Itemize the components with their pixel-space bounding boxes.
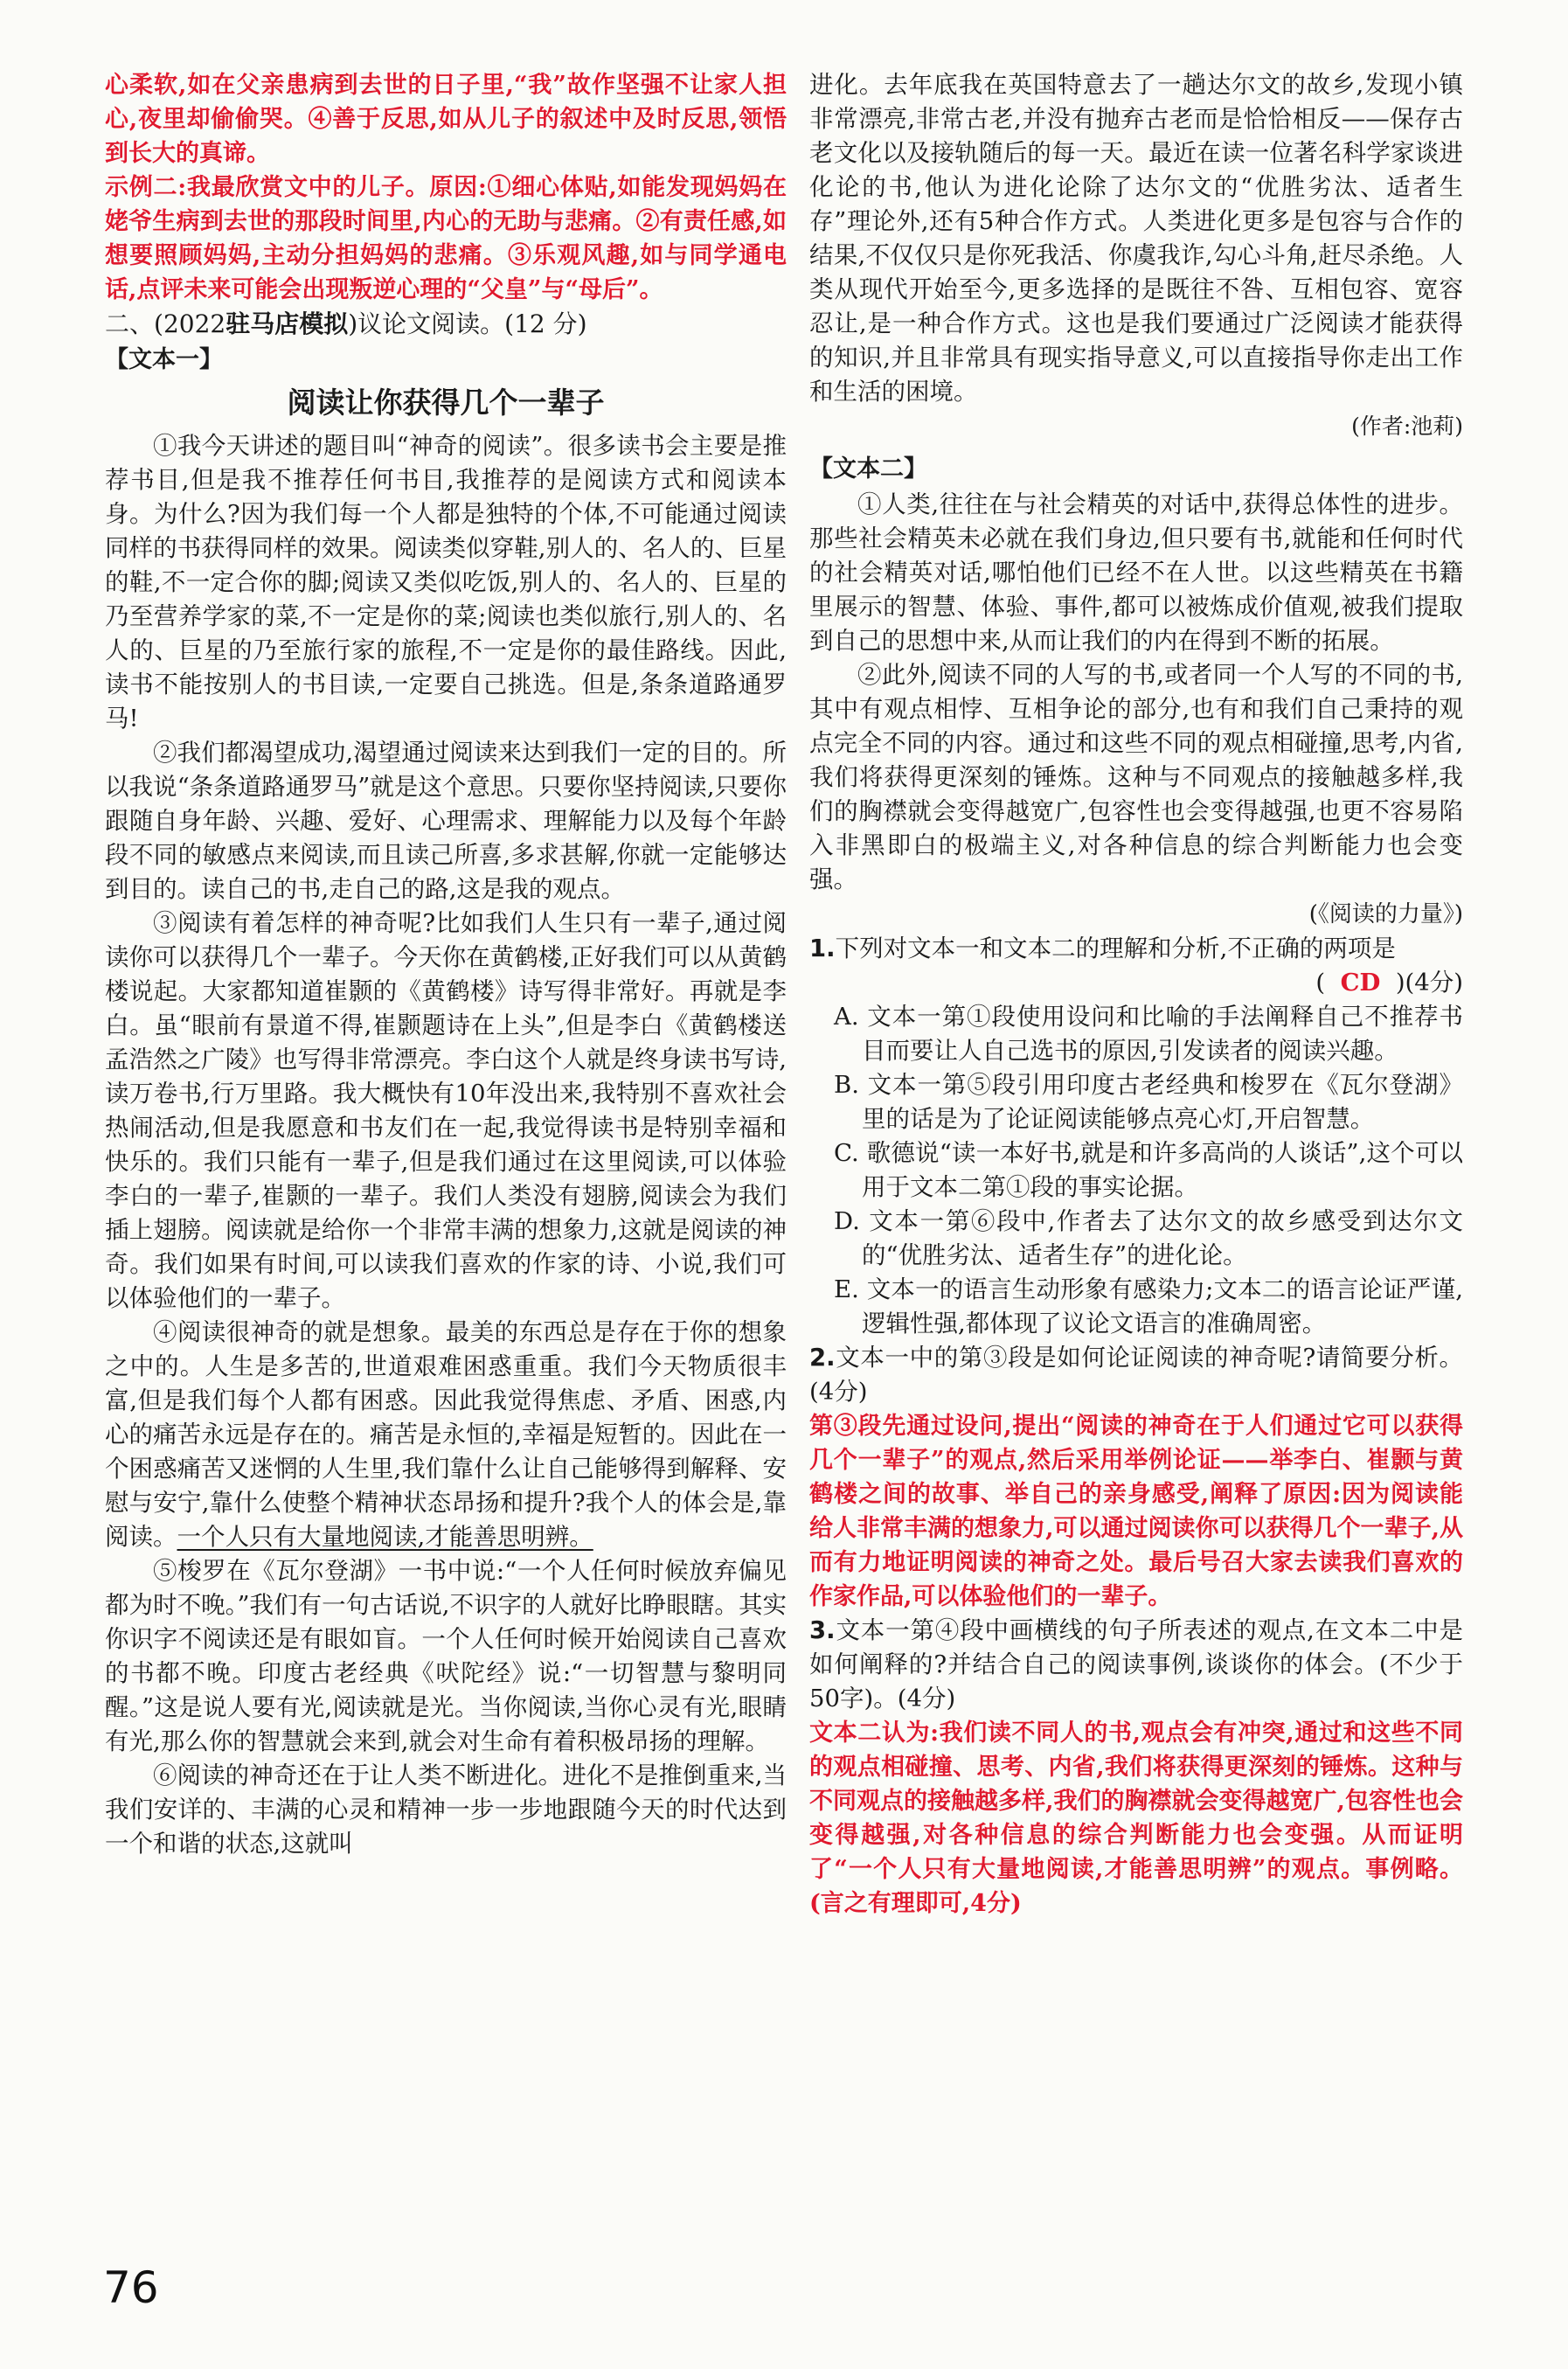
question-1 (809, 932, 1463, 966)
text2-paragraph-1: ①人类,往往在与社会精英的对话中,获得总体性的进步。那些社会精英未必就在我们身边,但只要有书,就能和任何时代的社会精英对话,哪怕他们已经不在人世。以这些精英在书籍里展示的智慧、体验、事件,都可以被炼成价值观,被我们提取到自己的思想中来,从而让我们的内在得到不断的拓展。 (809, 490, 1463, 655)
text2-paragraph-2: ②此外,阅读不同的人写的书,或者同一个人写的不同的书,其中有观点相悖、互相争论的部分,也有和我们自己秉持的观点完全不同的内容。通过和这些不同的观点相碰撞,思考,内省,我们将获得更深刻的锤炼。这种与不同观点的接触越多样,我们的胸襟就会变得越宽广,包容性也会变得越强,也更不容易陷入非黑即白的极端主义,对各种信息的综合判断能力也会变强。 (809, 661, 1463, 893)
section-number: 二、 (105, 309, 155, 338)
text1-paragraph-6-continued: 进化。去年底我在英国特意去了一趟达尔文的故乡,发现小镇非常漂亮,非常古老,并没有抛弃古老而是恰恰相反——保存古老文化以及接轨随后的每一天。最近在读一位著名科学家谈进化论的书,他认为进化论除了达尔文的“优胜劣汰、适者生存”理论外,还有5种合作方式。人类进化更多是包容与合作的结果,不仅仅只是你死我活、你虞我诈,勾心斗角,赶尽杀绝。人类从现代开始至今,更多选择的是既往不咎、互相包容、宽容忍让,是一种合作方式。这也是我们要通过广泛阅读才能获得的知识,并且非常具有现实指导意义,可以直接指导你走出工作和生活的困境。 (809, 71, 1463, 406)
section-source-year: 2022 (163, 309, 226, 338)
option-d: D. 文本一第⑥段中,作者去了达尔文的故乡感受到达尔文的“优胜劣汰、适者生存”的进化论。 (834, 1207, 1463, 1269)
question-3-answer: 文本二认为:我们读不同人的书,观点会有冲突,通过和这些不同的观点相碰撞、思考、内省,我们将获得更深刻的锤炼。这种与不同观点的接触越多样,我们的胸襟就会变得越宽广,包容性也会变得越强,对各种信息的综合判断能力也会变强。从而证明了“一个人只有大量地阅读,才能善思明辨”的观点。事例略。(言之有理即可,4分) (809, 1719, 1463, 1917)
question-1-stem: 下列对文本一和文本二的理解和分析,不正确的两项是 (835, 934, 1396, 962)
question-2-stem: 文本一中的第③段是如何论证阅读的神奇呢?请简要分析。(4分) (809, 1344, 1463, 1406)
text1-paragraph-5: ⑤梭罗在《瓦尔登湖》一书中说:“一个人任何时候放弃偏见都为时不晚。”我们有一句古话说,不识字的人就好比睁眼瞎。其实你识字不阅读还是有眼如盲。一个人任何时候开始阅读自己喜欢的书都不晚。印度古老经典《吠陀经》说:“一切智慧与黎明同醒。”这是说人要有光,阅读就是光。当你阅读,当你心灵有光,眼睛有光,那么你的智慧就会来到,就会对生命有着积极昂扬的理解。 (105, 1557, 787, 1755)
underlined-sentence: 一个人只有大量地阅读,才能善思明辨。 (177, 1523, 593, 1551)
text1-paragraph-6: ⑥阅读的神奇还在于让人类不断进化。进化不是推倒重来,当我们安详的、丰满的心灵和精神一步一步地跟随今天的时代达到一个和谐的状态,这就叫 (105, 1761, 787, 1858)
question-2-number: 2. (809, 1344, 836, 1372)
right-column (809, 68, 1463, 1921)
answer-continued: 心柔软,如在父亲患病到去世的日子里,“我”故作坚强不让家人担心,夜里却偷偷哭。④善于反思,如从儿子的叙述中及时反思,领悟到长大的真谛。 (105, 72, 787, 167)
question-1-answer: CD (1340, 969, 1381, 997)
question-3-number: 3. (809, 1616, 836, 1644)
answer-example-two: 示例二:我最欣赏文中的儿子。原因:①细心体贴,如能发现妈妈在姥爷生病到去世的那段时间里,内心的无助与悲痛。②有责任感,如想要照顾妈妈,主动分担妈妈的悲痛。③乐观风趣,如与同学通电话,点评未来可能会出现叛逆心理的“父皇”与“母后”。 (105, 174, 787, 303)
question-2-answer: 第③段先通过设问,提出“阅读的神奇在于人们通过它可以获得几个一辈子”的观点,然后采用举例论证——举李白、崔颢与黄鹤楼之间的故事、举自己的亲身感受,阐释了原因:因为阅读能给人非常丰满的想象力,可以通过阅读你可以获得几个一辈子,从而有力地证明阅读的神奇之处。最后号召大家去读我们喜欢的作家作品,可以体验他们的一辈子。 (809, 1413, 1463, 1610)
text1-paragraph-2: ②我们都渴望成功,渴望通过阅读来达到我们一定的目的。所以我说“条条道路通罗马”就是这个意思。只要你坚持阅读,只要你跟随自身年龄、兴趣、爱好、心理需求、理解能力以及每个年龄段不同的敏感点来阅读,而且读己所喜,多求甚解,你就一定能够达到目的。读自己的书,走自己的路,这是我的观点。 (105, 739, 787, 903)
section-heading (105, 307, 787, 342)
left-column (105, 68, 787, 1861)
section-source-close: ) (348, 309, 358, 338)
section-source-open: ( (154, 309, 163, 338)
question-1-answer-line (809, 966, 1463, 1000)
option-b: B. 文本一第⑤段引用印度古老经典和梭罗在《瓦尔登湖》里的话是为了论证阅读能够点亮心灯,开启智慧。 (834, 1071, 1463, 1133)
text1-author: (作者:池莉) (1351, 413, 1463, 439)
option-e: E. 文本一的语言生动形象有感染力;文本二的语言论证严谨,逻辑性强,都体现了议论文语言的准确周密。 (834, 1275, 1463, 1337)
option-a: A. 文本一第①段使用设问和比喻的手法阐释自己不推荐书目而要让人自己选书的原因,引发读者的阅读兴趣。 (834, 1003, 1463, 1065)
answer-close-paren: )(4分) (1395, 969, 1463, 997)
page-number: 76 (103, 2262, 159, 2313)
text1-title: 阅读让你获得几个一辈子 (287, 386, 605, 420)
question-2 (809, 1341, 1463, 1409)
text2-source: (《阅读的力量》) (1308, 901, 1463, 927)
text1-tag: 【文本一】 (105, 346, 223, 373)
text1-paragraph-4-text: ④阅读很神奇的就是想象。最美的东西总是存在于你的想象之中的。人生是多苦的,世道艰难困惑重重。我们今天物质很丰富,但是我们每个人都有困惑。因此我觉得焦虑、矛盾、困惑,内心的痛苦永远是存在的。痛苦是永恒的,幸福是短暂的。因此在一个困惑痛苦又迷惘的人生里,我们靠什么让自己能够得到解释、安慰与安宁,靠什么使整个精神状态昂扬和提升?我个人的体会是,靠阅读。 (105, 1318, 787, 1551)
text2-tag: 【文本二】 (809, 455, 927, 483)
section-source-place: 驻马店模拟 (225, 309, 349, 338)
text1-paragraph-4 (105, 1316, 787, 1554)
text1-paragraph-3: ③阅读有着怎样的神奇呢?比如我们人生只有一辈子,通过阅读你可以获得几个一辈子。今天你在黄鹤楼,正好我们可以从黄鹤楼说起。大家都知道崔颢的《黄鹤楼》诗写得非常好。再就是李白。虽“眼前有景道不得,崔颢题诗在上头”,但是李白《黄鹤楼送孟浩然之广陵》也写得非常漂亮。李白这个人就是终身读书写诗,读万卷书,行万里路。我大概快有10年没出来,我特别不喜欢社会热闹活动,但是我愿意和书友们在一起,我觉得读书是特别幸福和快乐的。我们只能有一辈子,但是我们通过在这里阅读,可以体验李白的一辈子,崔颢的一辈子。我们人类没有翅膀,阅读会为我们插上翅膀。阅读就是给你一个非常丰满的想象力,这就是阅读的神奇。我们如果有时间,可以读我们喜欢的作家的诗、小说,我们可以体验他们的一辈子。 (105, 909, 787, 1312)
question-3 (809, 1614, 1463, 1716)
answer-open-paren: ( (1315, 969, 1326, 997)
section-label: 议论文阅读。(12 分) (357, 309, 587, 338)
option-c: C. 歌德说“读一本好书,就是和许多高尚的人谈话”,这个可以用于文本二第①段的事实论据。 (834, 1139, 1463, 1201)
text1-paragraph-1: ①我今天讲述的题目叫“神奇的阅读”。很多读书会主要是推荐书目,但是我不推荐任何书目,我推荐的是阅读方式和阅读本身。为什么?因为我们每一个人都是独特的个体,不可能通过阅读同样的书获得同样的效果。阅读类似穿鞋,别人的、名人的、巨星的鞋,不一定合你的脚;阅读又类似吃饭,别人的、名人的、巨星的乃至营养学家的菜,不一定是你的菜;阅读也类似旅行,别人的、名人的、巨星的乃至旅行家的旅程,不一定是你的最佳路线。因此,读书不能按别人的书目读,一定要自己挑选。但是,条条道路通罗马! (105, 432, 787, 733)
question-1-number: 1. (809, 934, 836, 962)
question-3-stem: 文本一第④段中画横线的句子所表述的观点,在文本二中是如何阐释的?并结合自己的阅读事例,谈谈你的体会。(不少于50字)。(4分) (809, 1616, 1463, 1712)
